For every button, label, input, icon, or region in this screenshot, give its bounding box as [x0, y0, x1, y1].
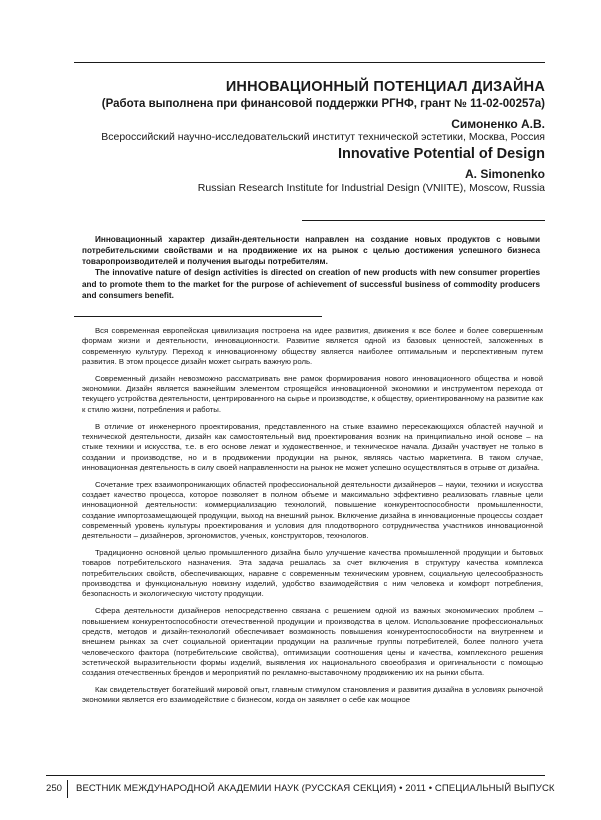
body-paragraph: Современный дизайн невозможно рассматривать вне рамок формирования нового инновационного общества и новой экономики. Дизайн является важнейшим элементом строящейся инновационной экономики и инструментом перехода от текущего устройства деятельности, центрированного на сырье и производстве, к обществу, ориентированному на развитие как к стилю жизни, потребления и работы. — [82, 373, 543, 414]
article-title-ru: ИННОВАЦИОННЫЙ ПОТЕНЦИАЛ ДИЗАЙНА — [225, 79, 545, 95]
top-rule — [74, 62, 545, 63]
abstract-separator-rule — [74, 316, 322, 317]
grant-note: (Работа выполнена при финансовой поддержки РГНФ, грант № 11-02-00257а) — [101, 98, 545, 110]
abstract-en: The innovative nature of design activities is directed on creation of new products with new consumer properties and to promote them to the market for the purpose of achievement of successful business of commodity producers and consumers benefit. — [82, 268, 540, 300]
page-footer — [0, 783, 601, 797]
affiliation-en: Russian Research Institute for Industrial Design (VNIITE), Moscow, Russia — [197, 182, 545, 194]
affiliation-ru: Всероссийский научно-исследовательский институт технической эстетики, Москва, Россия — [101, 131, 545, 143]
article-body — [82, 326, 543, 712]
body-paragraph: Сфера деятельности дизайнеров непосредственно связана с решением одной из важных экономических проблем – повышением конкурентоспособности отечественной продукции и производства в целом. Использование профессиональных средств, методов и дизайн-технологий обеспечивает возможность повышения конкурентоспособности на внутреннем и внешнем рынках за счет социальной ориентации продукции на различные группы потребителей, более полного учета человеческого фактора (потребительские свойства), оптимизации соотношения цены и качества, комплексного решения эстетической выразительности формы изделий, выявления их национального своеобразия и оригинальности с помощью создания отечественных брендов и мероприятий по рекламно-выставочному продвижению их на рынки сбыта. — [82, 606, 543, 678]
body-paragraph: Вся современная европейская цивилизация построена на идее развития, движения к все более и более совершенным формам жизни и деятельности, инновационности. Развитие является одной из базовых ценностей, заложенных в современную культуру. Переход к инновационному обществу является наиболее оптимальным и перспективным путем развития. В этом процессе дизайн может сыграть важную роль. — [82, 326, 543, 367]
body-paragraph: Как свидетельствует богатейший мировой опыт, главным стимулом становления и развития дизайна в условиях рыночной экономики является его взаимодействие с бизнесом, когда он заявляет о себе как мощное — [82, 685, 543, 705]
page-number: 250 — [46, 783, 63, 794]
article-title-en: Innovative Potential of Design — [337, 146, 545, 162]
author-name-en: A. Simonenko — [464, 167, 545, 181]
author-name-ru: Симоненко А.В. — [451, 117, 545, 131]
body-paragraph: Традиционно основной целью промышленного дизайна было улучшение качества промышленной продукции и бытовых товаров потребительского назначения. Эта задача решалась за счет включения в структуру качества комплекса потребительских свойств, обеспечивающих, наравне с современным техническим уровнем, социальную целесообразность производства и функциональную новизну изделий, удобство взаимодействия с ним человека и комфорт потребления, безопасность и экологическую чистоту продукции. — [82, 548, 543, 599]
abstract — [82, 234, 540, 301]
abstract-ru: Инновационный характер дизайн-деятельности направлен на создание новых продуктов с новыми потребительскими свойствами и на продвижение их на рынок с целью достижения успешного бизнеса товаропроизводителей и получения выгоды потребителям. — [82, 235, 540, 267]
footer-rule — [46, 775, 545, 776]
body-paragraph: В отличие от инженерного проектирования, представленного на стыке взаимно пересекающихся областей научной и технической деятельности, дизайн как самостоятельный вид проектирования возник на принципиально иной основе – на стыке техники и искусства, т.е. в его основе лежат и художественное, и техническое начала. Дизайн участвует не только в создании и производстве, но и в продвижении продукции на рынок, являясь частью маркетинга. В таком случае, инновационная деятельность в силу своей направленности на рынок не может успешно осуществляться в отрыве от дизайна. — [82, 421, 543, 472]
footer-separator — [67, 780, 68, 798]
title-separator-rule — [302, 220, 545, 221]
body-paragraph: Сочетание трех взаимопроникающих областей профессиональной деятельности дизайнеров – науки, техники и искусства создает качество процесса, которое позволяет в полном объеме и максимально эффективно реализовать главные цели инновационной деятельности: коммерциализацию технологий, повышение конкурентоспособности промышленности, создание импортозамещающей продукции, выход на внешний рынок. Включение дизайна в инновационные процессы создает современный уровень культуры проектирования и условия для плодотворного сотрудничества участников инновационной деятельности – дизайнеров, эргономистов, ученых, конструкторов, технологов. — [82, 479, 543, 541]
journal-name: ВЕСТНИК МЕЖДУНАРОДНОЙ АКАДЕМИИ НАУК (РУССКАЯ СЕКЦИЯ) • 2011 • СПЕЦИАЛЬНЫЙ ВЫПУСК — [76, 783, 555, 794]
